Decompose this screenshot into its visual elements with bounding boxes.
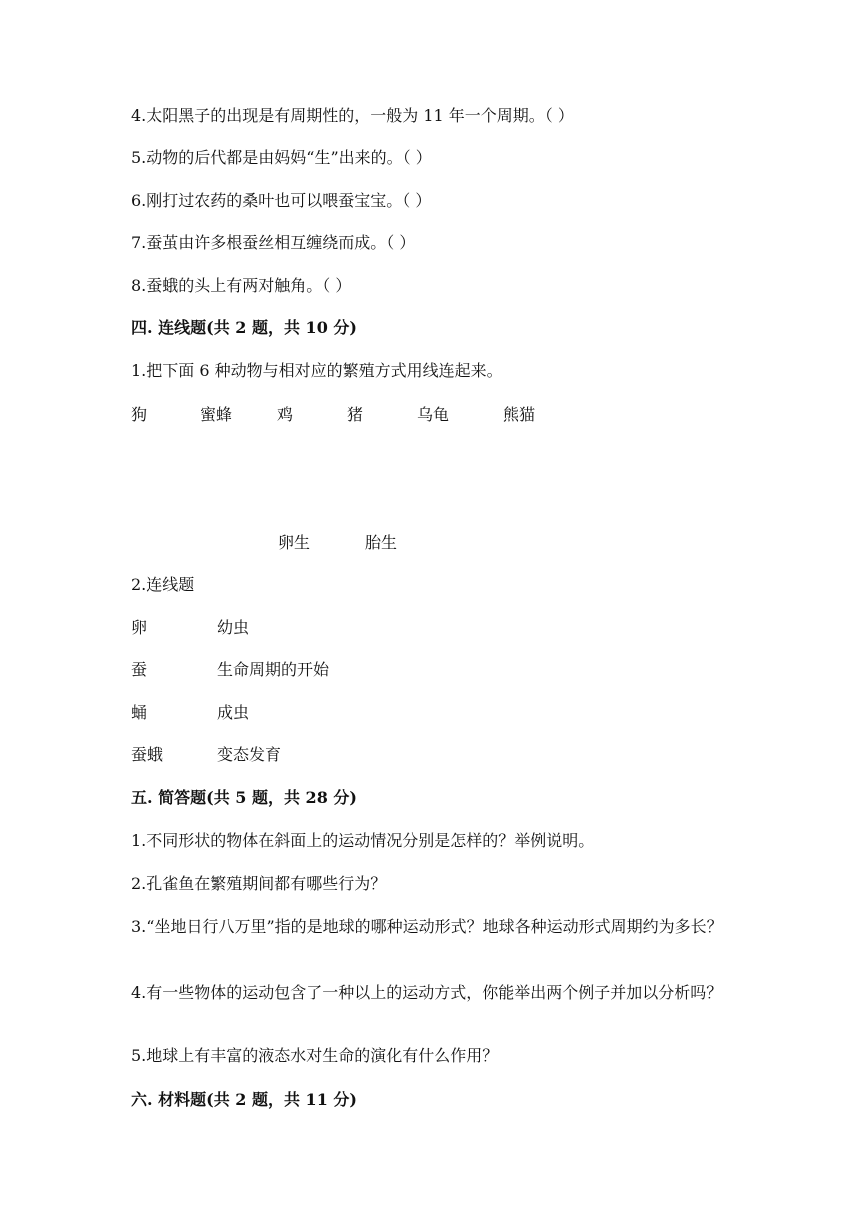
judge-item-7: 7.蚕茧由许多根蚕丝相互缠绕而成。（ ） bbox=[131, 233, 416, 252]
reproduction-mode-label: 胎生 bbox=[365, 533, 398, 552]
animal-label: 鸡 bbox=[277, 405, 294, 424]
stage-right-label: 变态发育 bbox=[217, 745, 282, 764]
section-heading-material: 六. 材料题(共 2 题，共 11 分) bbox=[131, 1090, 357, 1109]
judge-item-8: 8.蚕蛾的头上有两对触角。（ ） bbox=[131, 276, 352, 295]
section-heading-short-answer: 五. 简答题(共 5 题，共 28 分) bbox=[131, 788, 357, 807]
judge-item-6: 6.刚打过农药的桑叶也可以喂蚕宝宝。（ ） bbox=[131, 191, 432, 210]
short-answer-question: 3.“坐地日行八万里”指的是地球的哪种运动形式？地球各种运动形式周期约为多长？ bbox=[131, 917, 723, 936]
animal-label: 熊猫 bbox=[503, 405, 536, 424]
stage-right-label: 幼虫 bbox=[217, 618, 250, 637]
stage-left-label: 蛹 bbox=[131, 703, 148, 722]
section-heading-matching: 四. 连线题(共 2 题，共 10 分) bbox=[131, 318, 357, 337]
stage-left-label: 蚕蛾 bbox=[131, 745, 164, 764]
judge-item-4: 4.太阳黑子的出现是有周期性的，一般为 11 年一个周期。（ ） bbox=[131, 106, 574, 125]
matching-q2-prompt: 2.连线题 bbox=[131, 575, 195, 594]
stage-left-label: 卵 bbox=[131, 618, 148, 637]
stage-left-label: 蚕 bbox=[131, 660, 148, 679]
animal-label: 蜜蜂 bbox=[200, 405, 233, 424]
short-answer-question: 4.有一些物体的运动包含了一种以上的运动方式，你能举出两个例子并加以分析吗？ bbox=[131, 983, 723, 1002]
animal-label: 乌龟 bbox=[417, 405, 450, 424]
short-answer-question: 5.地球上有丰富的液态水对生命的演化有什么作用？ bbox=[131, 1046, 499, 1065]
reproduction-mode-label: 卵生 bbox=[278, 533, 311, 552]
short-answer-question: 2.孔雀鱼在繁殖期间都有哪些行为？ bbox=[131, 874, 387, 893]
stage-right-label: 生命周期的开始 bbox=[217, 660, 330, 679]
animal-label: 狗 bbox=[131, 405, 148, 424]
animal-label: 猪 bbox=[347, 405, 364, 424]
stage-right-label: 成虫 bbox=[217, 703, 250, 722]
short-answer-question: 1.不同形状的物体在斜面上的运动情况分别是怎样的？举例说明。 bbox=[131, 831, 595, 850]
judge-item-5: 5.动物的后代都是由妈妈“生”出来的。（ ） bbox=[131, 148, 432, 167]
matching-q1-prompt: 1.把下面 6 种动物与相对应的繁殖方式用线连起来。 bbox=[131, 361, 503, 380]
